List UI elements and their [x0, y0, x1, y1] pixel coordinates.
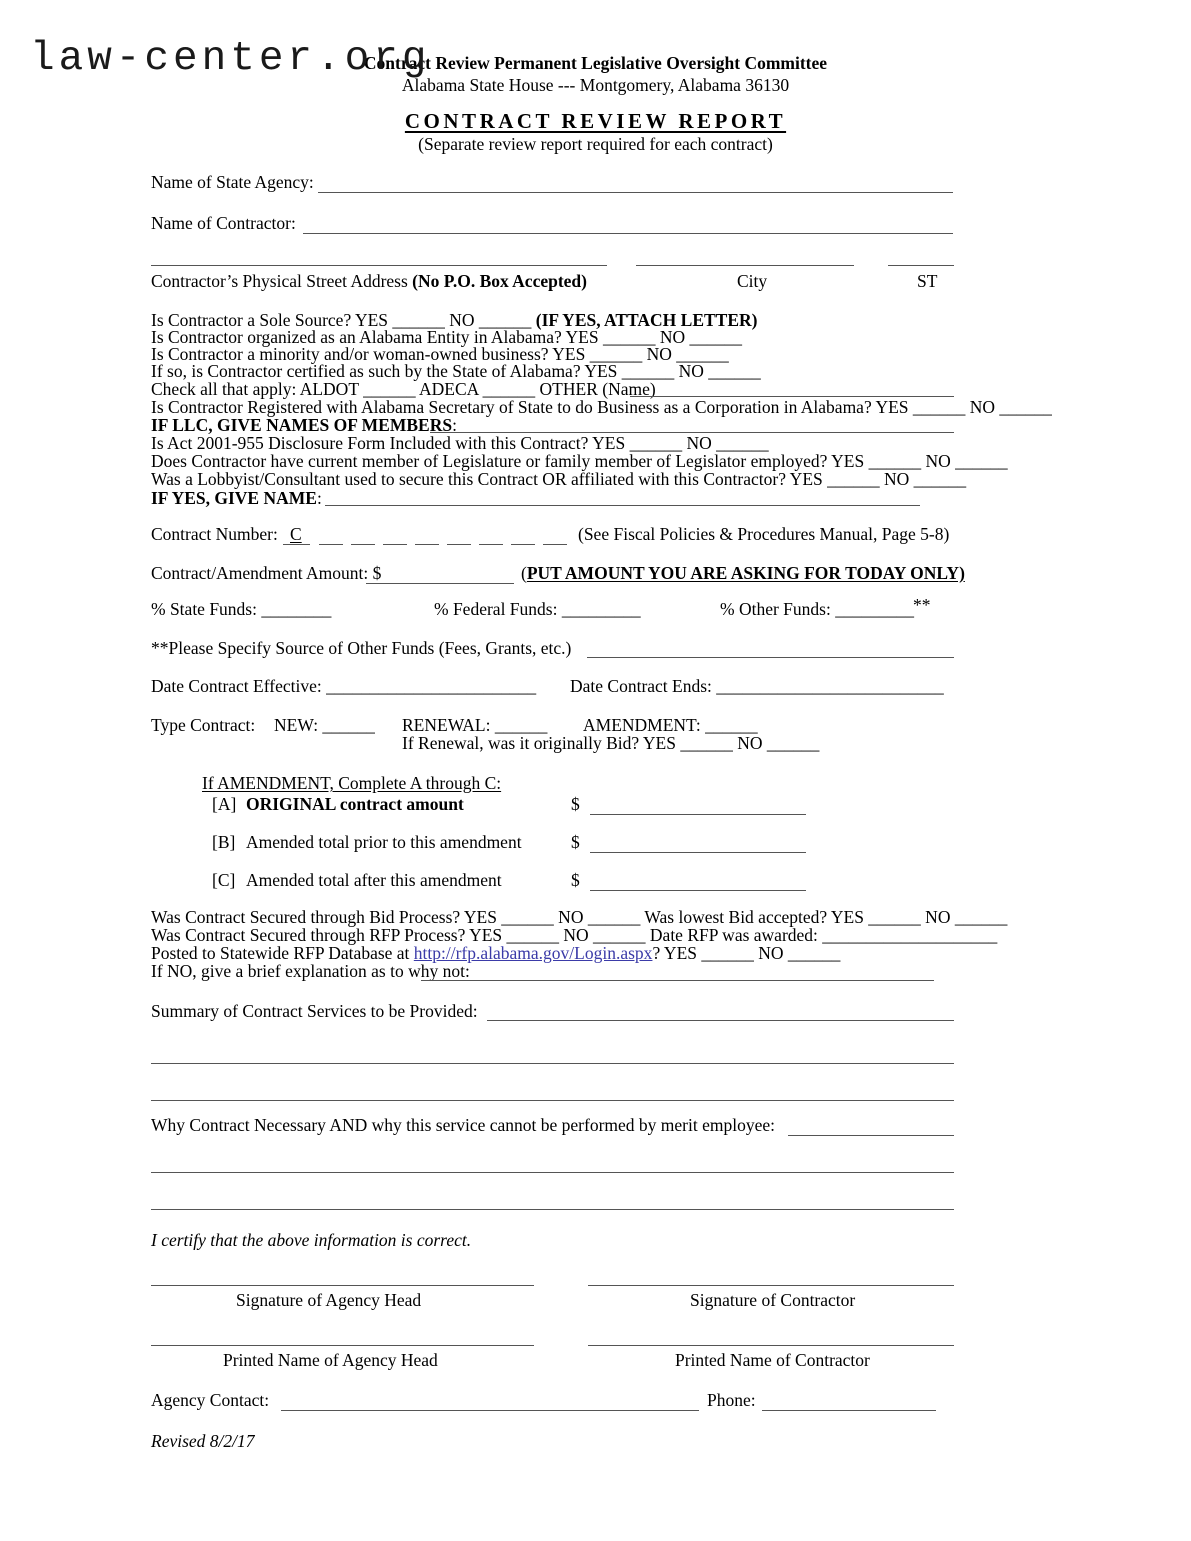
summary-services-input-line-3[interactable] [151, 1100, 954, 1101]
if-yes-give-name-text: IF YES, GIVE NAME [151, 488, 317, 508]
if-no-explanation-input-line[interactable] [421, 980, 934, 981]
printed-name-agency-head-line[interactable] [151, 1345, 534, 1346]
city-label: City [737, 271, 768, 291]
date-ends-label[interactable]: Date Contract Ends: __________________________ [570, 676, 944, 696]
amendment-row-a-input-line[interactable] [590, 814, 806, 815]
phone-input-line[interactable] [762, 1410, 936, 1411]
question-bid-process[interactable]: Was Contract Secured through Bid Process? YES ______ NO ______ Was lowest Bid accepted? YES ______ NO ______ [151, 907, 1008, 927]
page-subtitle: (Separate review report required for each contract) [418, 134, 773, 154]
contractor-name-label: Name of Contractor: [151, 213, 296, 233]
signature-agency-head-label: Signature of Agency Head [236, 1290, 422, 1310]
summary-services-input-line-1[interactable] [487, 1020, 954, 1021]
agency-name-input-line[interactable] [318, 192, 953, 193]
no-po-box-note: (No P.O. Box Accepted) [412, 271, 587, 291]
summary-services-input-line-2[interactable] [151, 1063, 954, 1064]
question-posted-rfp-database [151, 944, 840, 962]
contract-number-digit-5[interactable] [447, 544, 471, 545]
signature-contractor-label: Signature of Contractor [690, 1290, 856, 1310]
amendment-row-a-tag: [A] [212, 794, 237, 814]
posted-rfp-suffix[interactable]: ? YES ______ NO ______ [652, 943, 841, 963]
attach-letter-note: (IF YES, ATTACH LETTER) [535, 310, 758, 330]
if-yes-give-name-colon: : [316, 488, 322, 508]
type-contract-amendment[interactable]: AMENDMENT: ______ [583, 715, 758, 735]
amendment-row-c-tag: [C] [212, 870, 236, 890]
llc-members-label-text: IF LLC, GIVE NAMES OF MEMBERS [151, 415, 453, 435]
revised-date: Revised 8/2/17 [151, 1431, 255, 1451]
llc-members-colon: : [452, 415, 457, 435]
contract-number-prefix: C [290, 524, 302, 544]
lobbyist-name-input-line[interactable] [325, 505, 920, 506]
question-minority-owned: Is Contractor a minority and/or woman-owned business? YES ______ NO ______ [151, 344, 729, 364]
amendment-row-a-currency: $ [571, 794, 580, 814]
agency-name-label: Name of State Agency: [151, 172, 314, 192]
summary-services-label: Summary of Contract Services to be Provided: [151, 1001, 478, 1021]
contract-amount-label: Contract/Amendment Amount: $ [151, 563, 382, 583]
phone-label: Phone: [707, 1390, 756, 1410]
street-address-input-line[interactable] [151, 265, 607, 266]
signature-contractor-line[interactable] [588, 1285, 954, 1286]
other-funds-source-input-line[interactable] [587, 657, 954, 658]
amendment-row-c-input-line[interactable] [590, 890, 806, 891]
amendment-row-b-label: Amended total prior to this amendment [246, 832, 522, 852]
question-lobbyist: Was a Lobbyist/Consultant used to secure this Contract OR affiliated with this Contractor? YES ______ NO ______ [151, 469, 967, 489]
question-sole-source-text: Is Contractor a Sole Source? YES ______ NO ______ [151, 310, 536, 330]
state-input-line[interactable] [888, 265, 954, 266]
state-funds-label[interactable]: % State Funds: ________ [151, 599, 332, 619]
contract-number-digit-7[interactable] [511, 544, 535, 545]
contract-number-digit-6[interactable] [479, 544, 503, 545]
amendment-row-b-currency: $ [571, 832, 580, 852]
question-legislator-employed: Does Contractor have current member of Legislature or family member of Legislator employed? YES ______ NO ______ [151, 451, 1008, 471]
posted-rfp-prefix: Posted to Statewide RFP Database at [151, 943, 414, 963]
contractor-name-input-line[interactable] [303, 233, 953, 234]
other-funds-source-label: **Please Specify Source of Other Funds (Fees, Grants, etc.) [151, 638, 572, 658]
page-title [0, 109, 1191, 134]
question-act-2001-955: Is Act 2001-955 Disclosure Form Included with this Contract? YES ______ NO ______ [151, 433, 769, 453]
agency-contact-label: Agency Contact: [151, 1390, 270, 1410]
contract-amount-note [521, 564, 965, 582]
type-contract-renewal[interactable]: RENEWAL: ______ [402, 715, 548, 735]
street-address-label [151, 272, 587, 290]
committee-name: Contract Review Permanent Legislative Oversight Committee [363, 53, 828, 73]
contract-amount-input-line[interactable] [366, 583, 514, 584]
amendment-block-heading: If AMENDMENT, Complete A through C: [202, 773, 502, 793]
printed-name-contractor-label: Printed Name of Contractor [675, 1350, 870, 1370]
contract-amount-note-paren: ( [521, 563, 527, 583]
question-alabama-entity: Is Contractor organized as an Alabama Entity in Alabama? YES ______ NO ______ [151, 327, 742, 347]
other-funds-asterisk: ** [913, 595, 931, 615]
contract-amount-note-text: PUT AMOUNT YOU ARE ASKING FOR TODAY ONLY) [526, 563, 965, 583]
type-contract-new[interactable]: NEW: ______ [274, 715, 375, 735]
contract-number-digit-4[interactable] [415, 544, 439, 545]
federal-funds-label[interactable]: % Federal Funds: _________ [434, 599, 641, 619]
contract-number-digit-3[interactable] [383, 544, 407, 545]
page-title-text: CONTRACT REVIEW REPORT [404, 109, 787, 133]
question-state-certified: If so, is Contractor certified as such by the State of Alabama? YES ______ NO ______ [151, 361, 761, 381]
contract-number-digit-1[interactable] [319, 544, 343, 545]
state-label: ST [917, 271, 938, 291]
contract-number-label: Contract Number: [151, 524, 278, 544]
contract-number-digit-8[interactable] [543, 544, 567, 545]
why-necessary-input-line-2[interactable] [151, 1172, 954, 1173]
if-yes-give-name-label [151, 489, 322, 507]
watermark-law-center-org: law-center.org [30, 36, 431, 82]
printed-name-contractor-line[interactable] [588, 1345, 954, 1346]
question-sos-registered: Is Contractor Registered with Alabama Secretary of State to do Business as a Corporation in Alabama? YES ______ NO ______ [151, 397, 1052, 417]
why-necessary-input-line-1[interactable] [788, 1135, 954, 1136]
question-rfp-process[interactable]: Was Contract Secured through RFP Process? YES ______ NO ______ Date RFP was awarded: ____________________ [151, 925, 998, 945]
question-check-all-that-apply: Check all that apply: ALDOT ______ ADECA ______ OTHER (Name) [151, 379, 656, 399]
llc-members-label [151, 416, 457, 434]
city-input-line[interactable] [636, 265, 854, 266]
street-address-label-text: Contractor’s Physical Street Address [151, 271, 413, 291]
if-no-explanation-label: If NO, give a brief explanation as to why not: [151, 961, 470, 981]
amendment-row-b-tag: [B] [212, 832, 236, 852]
why-necessary-input-line-3[interactable] [151, 1209, 954, 1210]
amendment-row-c-currency: $ [571, 870, 580, 890]
amendment-row-b-input-line[interactable] [590, 852, 806, 853]
signature-agency-head-line[interactable] [151, 1285, 534, 1286]
rfp-database-link[interactable]: http://rfp.alabama.gov/Login.aspx [413, 943, 653, 963]
why-necessary-label: Why Contract Necessary AND why this service cannot be performed by merit employee: [151, 1115, 775, 1135]
contract-number-note: (See Fiscal Policies & Procedures Manual, Page 5-8) [578, 524, 950, 544]
contract-number-prefix-line [283, 544, 310, 545]
renewal-originally-bid[interactable]: If Renewal, was it originally Bid? YES ______ NO ______ [402, 733, 820, 753]
contract-number-digit-2[interactable] [351, 544, 375, 545]
certification-statement: I certify that the above information is correct. [151, 1230, 472, 1250]
printed-name-agency-head-label: Printed Name of Agency Head [223, 1350, 438, 1370]
type-contract-label: Type Contract: [151, 715, 256, 735]
agency-contact-input-line[interactable] [281, 1410, 699, 1411]
other-funds-label[interactable]: % Other Funds: _________ [720, 599, 914, 619]
amendment-row-c-label: Amended total after this amendment [246, 870, 502, 890]
date-effective-label[interactable]: Date Contract Effective: ________________________ [151, 676, 537, 696]
committee-address: Alabama State House --- Montgomery, Alabama 36130 [401, 75, 790, 95]
amendment-row-a-label: ORIGINAL contract amount [246, 794, 464, 814]
